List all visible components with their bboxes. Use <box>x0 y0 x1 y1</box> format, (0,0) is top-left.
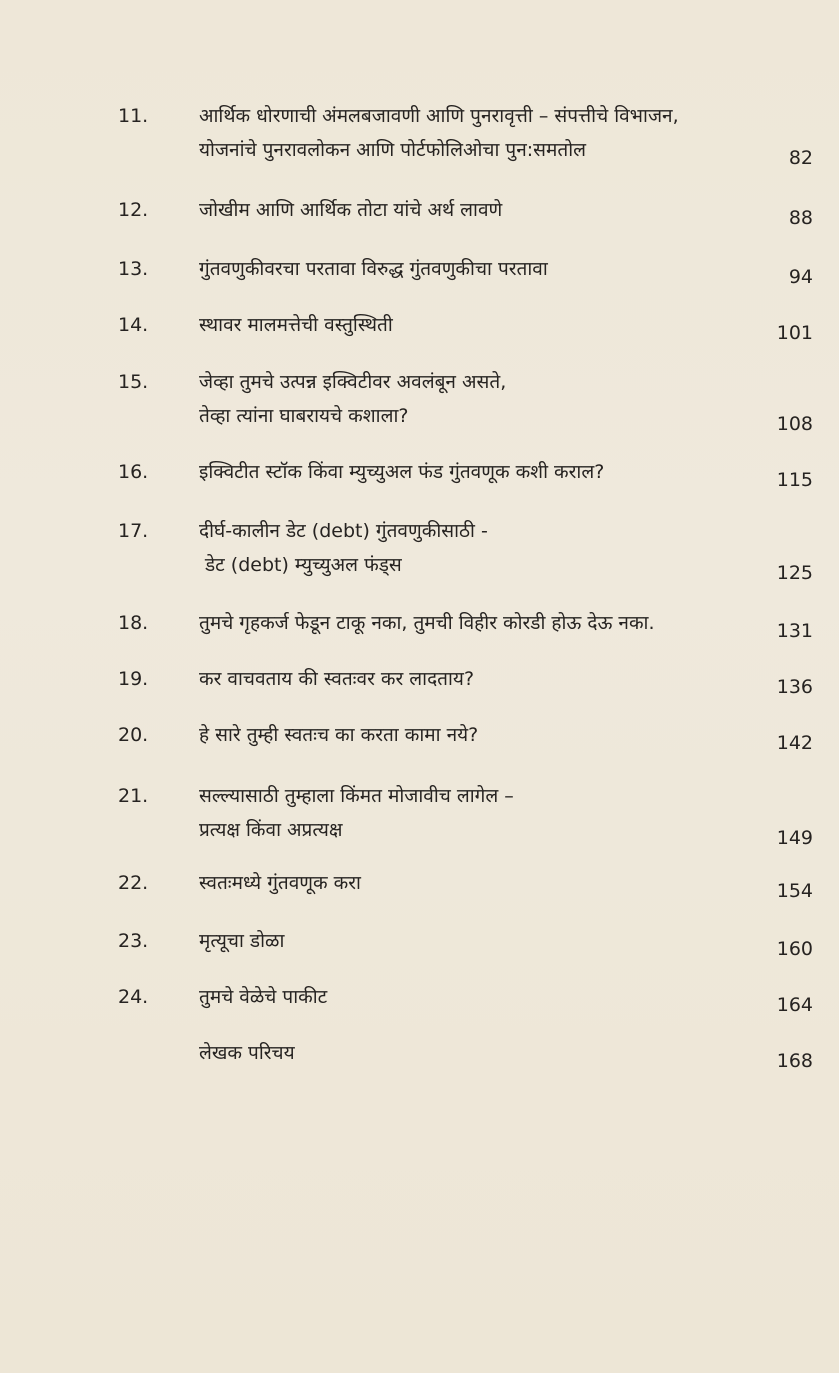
chapter-title <box>199 924 769 958</box>
chapter-title-line: इक्विटीत स्टॉक किंवा म्युच्युअल फंड गुंतवणूक कशी कराल? <box>199 461 605 483</box>
page-number: 168 <box>776 1050 813 1072</box>
chapter-title <box>199 866 769 900</box>
page-number: 154 <box>776 880 813 902</box>
page-number: 125 <box>776 562 813 584</box>
chapter-title <box>199 1036 769 1070</box>
page-number: 82 <box>788 147 813 169</box>
chapter-title-line: मृत्यूचा डोळा <box>199 930 285 952</box>
chapter-number: 12. <box>118 199 149 221</box>
chapter-title-line: डेट (debt) म्युच्युअल फंड्स <box>205 554 402 576</box>
page-number: 142 <box>776 732 813 754</box>
chapter-title-line: गुंतवणुकीवरचा परतावा विरुद्ध गुंतवणुकीचा परतावा <box>199 258 548 280</box>
chapter-number: 17. <box>118 520 149 542</box>
chapter-title-line: जेव्हा तुमचे उत्पन्न इक्विटीवर अवलंबून असते, <box>199 371 507 393</box>
page-number: 160 <box>776 938 813 960</box>
chapter-number: 16. <box>118 461 149 483</box>
chapter-title <box>199 193 769 227</box>
page-number: 88 <box>788 207 813 229</box>
page-number: 131 <box>776 620 813 642</box>
chapter-number: 24. <box>118 986 149 1008</box>
chapter-title-line: आर्थिक धोरणाची अंमलबजावणी आणि पुनरावृत्ती – संपत्तीचे विभाजन, <box>199 105 679 127</box>
chapter-title <box>199 365 769 433</box>
chapter-title-line: तेव्हा त्यांना घाबरायचे कशाला? <box>199 405 409 427</box>
chapter-title-line: कर वाचवताय की स्वतःवर कर लादताय? <box>199 668 475 690</box>
chapter-number: 19. <box>118 668 149 690</box>
chapter-title <box>199 980 769 1014</box>
chapter-title-line: तुमचे वेळेचे पाकीट <box>199 986 328 1008</box>
page-number: 164 <box>776 994 813 1016</box>
chapter-title-line: स्थावर मालमत्तेची वस्तुस्थिती <box>199 314 393 336</box>
chapter-title <box>199 99 769 167</box>
page-number: 149 <box>776 827 813 849</box>
chapter-title <box>199 308 769 342</box>
page-number: 108 <box>776 413 813 435</box>
chapter-title-line: सल्ल्यासाठी तुम्हाला किंमत मोजावीच लागेल – <box>199 785 514 807</box>
chapter-number: 11. <box>118 105 149 127</box>
chapter-title-line: हे सारे तुम्ही स्वतःच का करता कामा नये? <box>199 724 479 746</box>
page-number: 101 <box>776 322 813 344</box>
page-number: 94 <box>788 266 813 288</box>
chapter-number: 20. <box>118 724 149 746</box>
chapter-title <box>199 718 769 752</box>
chapter-number: 13. <box>118 258 149 280</box>
chapter-title-line: दीर्घ-कालीन डेट (debt) गुंतवणुकीसाठी - <box>199 520 488 542</box>
chapter-number: 22. <box>118 872 149 894</box>
chapter-number: 21. <box>118 785 149 807</box>
chapter-title <box>199 662 769 696</box>
chapter-title <box>199 606 769 640</box>
chapter-number: 15. <box>118 371 149 393</box>
chapter-title <box>199 779 769 847</box>
chapter-title-line: तुमचे गृहकर्ज फेडून टाकू नका, तुमची विहीर कोरडी होऊ देऊ नका. <box>199 612 655 634</box>
chapter-title-line: लेखक परिचय <box>199 1042 295 1064</box>
page-number: 136 <box>776 676 813 698</box>
chapter-title-line: स्वतःमध्ये गुंतवणूक करा <box>199 872 361 894</box>
chapter-title-line: योजनांचे पुनरावलोकन आणि पोर्टफोलिओचा पुन:समतोल <box>199 139 587 161</box>
chapter-title <box>199 252 769 286</box>
page-number: 115 <box>776 469 813 491</box>
chapter-number: 18. <box>118 612 149 634</box>
chapter-number: 14. <box>118 314 149 336</box>
chapter-title-line: जोखीम आणि आर्थिक तोटा यांचे अर्थ लावणे <box>199 199 503 221</box>
chapter-title-line: प्रत्यक्ष किंवा अप्रत्यक्ष <box>199 819 343 841</box>
chapter-number: 23. <box>118 930 149 952</box>
chapter-title <box>199 514 769 582</box>
chapter-title <box>199 455 769 489</box>
